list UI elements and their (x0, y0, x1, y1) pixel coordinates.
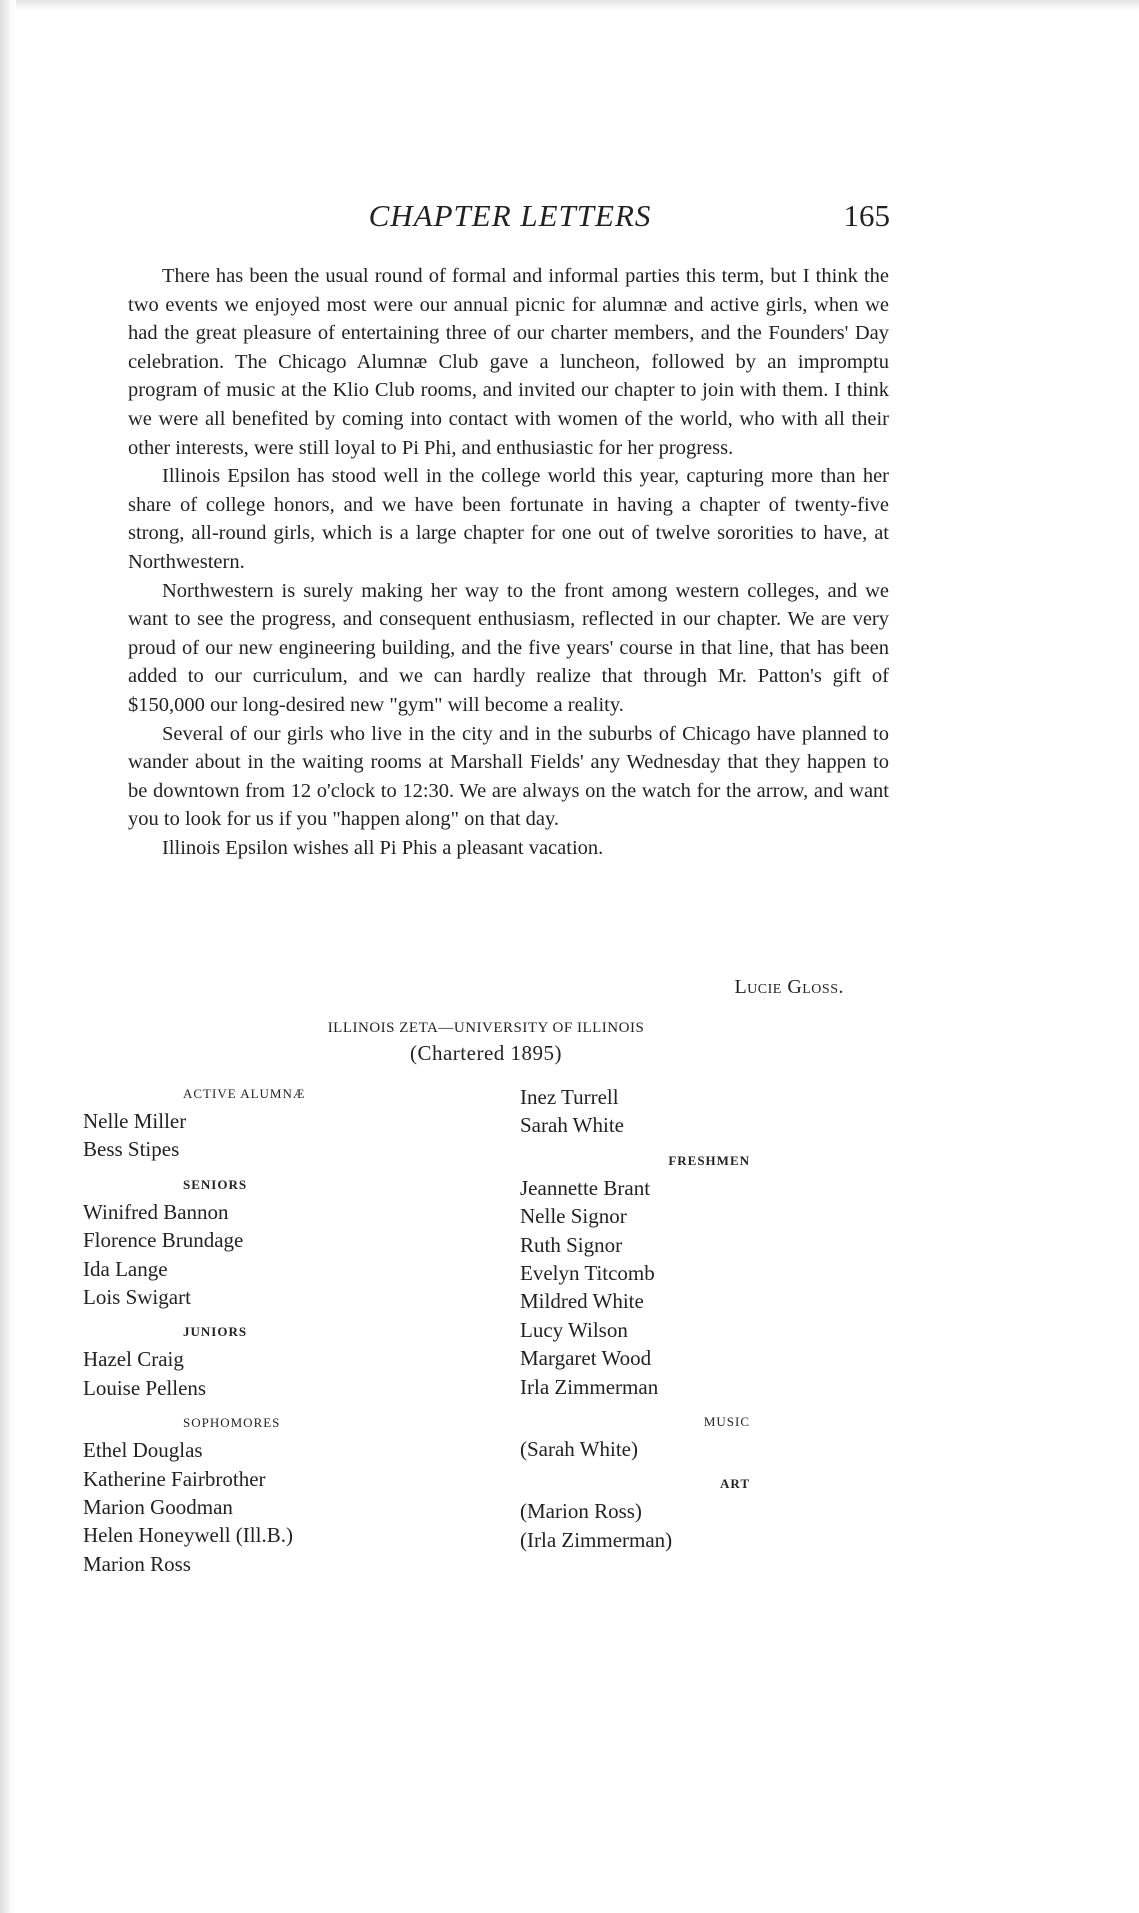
roster-right-column (520, 1083, 750, 1554)
member-name: Lois Swigart (83, 1285, 191, 1310)
chapter-heading (128, 1020, 844, 1066)
member-name: (Sarah White) (520, 1437, 638, 1462)
member-name: Ida Lange (83, 1256, 168, 1281)
section-label-art: ART (720, 1476, 750, 1492)
chapter-name: ILLINOIS ZETA—UNIVERSITY OF ILLINOIS (327, 1020, 645, 1036)
page-header (130, 198, 890, 244)
member-name: Nelle Signor (520, 1204, 627, 1229)
section-label-music: MUSIC (703, 1414, 750, 1430)
member-name: Winifred Bannon (83, 1199, 229, 1224)
member-name: Marion Goodman (83, 1495, 233, 1520)
paragraph: Northwestern is surely making her way to the front among western colleges, and we want to see the progress, and consequent enthusiasm, reflected in our chapter. We are very proud of our new engineering building, and the five years' course in that line, that has been added to our curriculum, and we can hardly realize that through Mr. Patton's gift of $150,000 our long-desired new "gym" will become a reality. (128, 579, 889, 716)
page-number: 165 (843, 198, 890, 233)
member-name: Louise Pellens (83, 1375, 207, 1400)
chartered-date: (Chartered 1895) (409, 1041, 563, 1065)
scan-left-edge (0, 0, 16, 1913)
member-name: (Irla Zimmerman) (520, 1527, 673, 1552)
paragraph: Several of our girls who live in the city and in the suburbs of Chicago have planned to wander about in the waiting rooms at Marshall Fields' any Wednesday that they happen to be downtown from 12 o'clock to 12:30. We are always on the watch for the arrow, and want you to look for us if you "happen along" on that day. (128, 722, 889, 831)
letter-body (128, 262, 889, 862)
member-name: Nelle Miller (83, 1109, 187, 1133)
section-label-active-alumnae: ACTIVE ALUMNÆ (183, 1086, 306, 1101)
member-name: Sarah White (520, 1113, 624, 1138)
member-name: Hazel Craig (83, 1347, 184, 1372)
member-name: Inez Turrell (520, 1085, 619, 1109)
member-name: Evelyn Titcomb (520, 1261, 655, 1286)
member-name: Irla Zimmerman (520, 1374, 659, 1399)
member-name: Ruth Signor (520, 1232, 623, 1257)
section-label-sophomores: SOPHOMORES (183, 1415, 281, 1431)
member-name: Bess Stipes (83, 1137, 180, 1162)
signature: Lucie Gloss. (734, 976, 844, 998)
member-name: Ethel Douglas (83, 1438, 203, 1463)
member-name: Jeannette Brant (520, 1175, 651, 1200)
section-label-freshmen: FRESHMEN (668, 1152, 750, 1168)
member-name: Helen Honeywell (Ill.B.) (83, 1523, 293, 1548)
running-head: CHAPTER LETTERS (368, 198, 652, 233)
paragraph: Illinois Epsilon wishes all Pi Phis a pleasant vacation. (162, 836, 604, 859)
member-name: (Marion Ross) (520, 1499, 642, 1524)
section-label-seniors: SENIORS (183, 1176, 248, 1192)
section-label-juniors: JUNIORS (183, 1324, 248, 1340)
roster-left-column (83, 1085, 413, 1578)
member-name: Marion Ross (83, 1551, 191, 1576)
scan-top-edge (0, 0, 1139, 10)
member-name: Margaret Wood (520, 1346, 652, 1371)
member-name: Mildred White (520, 1289, 644, 1314)
paragraph: Illinois Epsilon has stood well in the college world this year, capturing more than her share of college honors, and we have been fortunate in having a chapter of twenty-five strong, all-round girls, which is a large chapter for one out of twelve sororities to have, at Northwestern. (128, 465, 889, 573)
member-name: Florence Brundage (83, 1228, 244, 1253)
paragraph: There has been the usual round of formal and informal parties this term, but I think the two events we enjoyed most were our annual picnic for alumnæ and active girls, when we had the great pleasure of entertaining three of our charter members, and the Founders' Day celebration. The Chicago Alumnæ Club gave a luncheon, followed by an impromptu program of music at the Klio Club rooms, and invited our chapter to join with them. I think we were all benefited by coming into contact with women of the world, who with all their other interests, were still loyal to Pi Phi, and enthusiastic for her progress. (128, 265, 889, 459)
member-name: Katherine Fairbrother (83, 1466, 266, 1491)
member-name: Lucy Wilson (520, 1317, 628, 1342)
